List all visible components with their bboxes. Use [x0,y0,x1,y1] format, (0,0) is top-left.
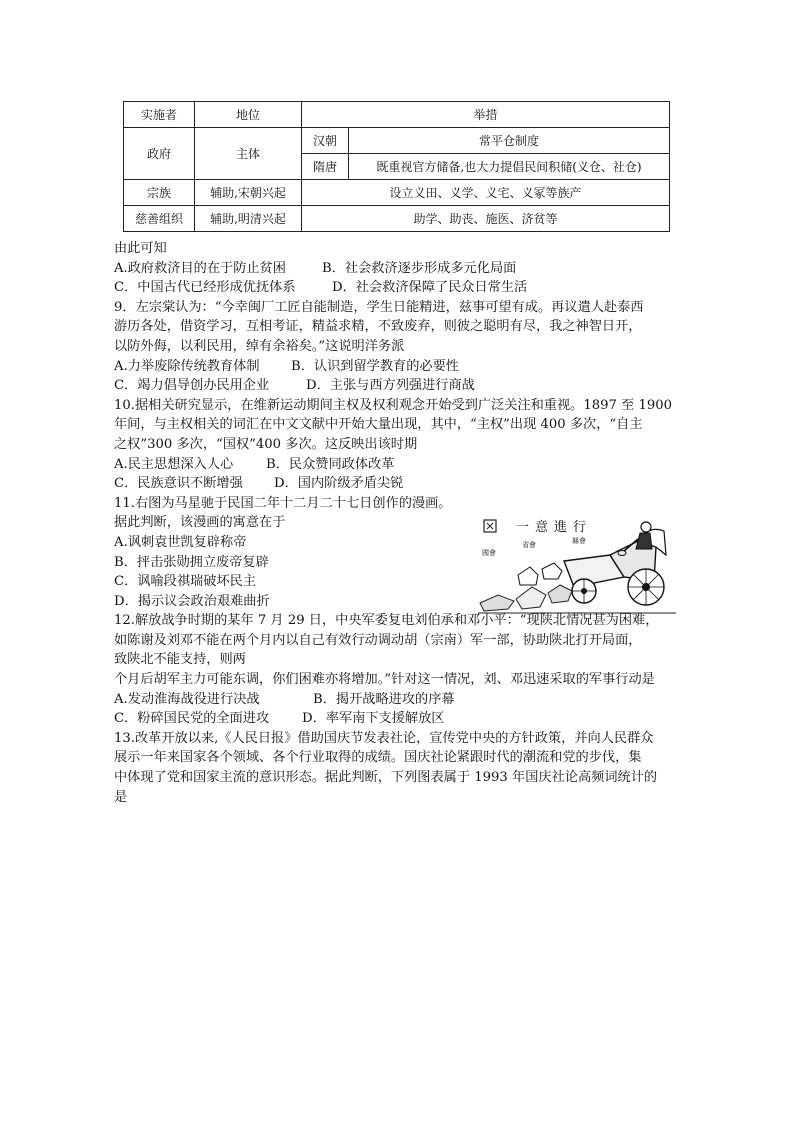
q8-options-row2 [114,278,684,298]
table-cell-status: 辅助,明清兴起 [195,206,302,232]
q8-option-b: B．社会救济逐步形成多元化局面 [322,260,517,276]
rock [516,587,546,609]
q13-stem-line: 展示一年来国家各个领域、各个行业取得的成绩。国庆社论紧跟时代的潮流和党的步伐，集 [114,750,642,766]
table-cell-actor: 政府 [124,128,195,180]
table-header-cell: 地位 [195,102,302,128]
q11-stem-line: 11.右图为马星驰于民国二年十二月二十七日创作的漫画。 [114,495,452,511]
table-cell-measure: 设立义田、义学、义宅、义冢等族产 [302,180,670,206]
table-header-cell: 举措 [302,102,670,128]
q10-option-d: D．国内阶级矛盾尖锐 [274,476,404,492]
q12-option-b: B．揭开战略进攻的序幕 [313,691,455,707]
measures-table-wrapper [123,101,669,232]
q9-option-c: C．竭力倡导创办民用企业 [114,378,270,394]
q9-stem-line: 以防外侮，以利民用，绰有余裕矣。”这说明洋务派 [114,338,405,354]
q9-option-d: D．主张与西方列强进行商战 [306,378,475,394]
q12-stem-line: 如陈谢及刘邓不能在两个月内以自己有效行动调动胡（宗南）军一部，协助陕北打开局面， [114,632,642,648]
q12-option-a: A.发动淮海战役进行决战 [114,691,260,707]
cartoon-drawing [478,515,676,615]
cartoon-title: 一意進行 [516,520,593,535]
q10-stem-line: 之权”300 多次，“国权”400 多次。这反映出该时期 [114,436,418,452]
q12-stem-line: 致陕北不能支持，则两 [114,652,246,668]
table-header-row [124,102,670,128]
q11-option-d: D．揭示议会政治艰难曲折 [114,593,270,609]
q11-option-c: C．讽喻段祺瑞破坏民主 [114,574,256,590]
table-cell-measure: 常平仓制度 [349,128,670,154]
table-cell-actor: 宗族 [124,180,195,206]
cartoon-label: 縣會 [572,537,586,545]
q8-option-d: D．社会救济保障了民众日常生活 [332,280,528,296]
q11-option-b: B．抨击张勋拥立废帝复辟 [114,554,269,570]
q11-option-a: A.讽刺袁世凯复辟称帝 [114,534,247,550]
q10-stem-line: 年间，与主权相关的词汇在中文文献中开始大量出现，其中，“主权”出现 400 多次，“自主 [114,417,643,433]
q10-option-c: C．民族意识不断增强 [114,476,243,492]
q8-option-a: A.政府救济目的在于防止贫困 [114,260,286,276]
rock [480,595,514,611]
table-row [124,128,670,154]
rock [548,585,572,603]
table-row [124,206,670,232]
seal-mark [487,523,493,529]
q12-option-c: C．粉碎国民党的全面进攻 [114,711,270,727]
crushed-building [542,563,562,579]
q10-option-a: A.民主思想深入人心 [114,456,234,472]
table-cell-dynasty: 汉朝 [302,128,349,154]
table-cell-status: 主体 [195,128,302,180]
q8-option-c: C．中国古代已经形成优抚体系 [114,280,296,296]
cartoon-label: 國會 [482,549,496,557]
q13-stem-line: 中体现了党和国家主流的意识形态。据此判断，下列图表属于 1993 年国庆社论高频词统计的 [114,770,658,786]
table-cell-status: 辅助,宋朝兴起 [195,180,302,206]
q9-option-a: A.力举废除传统教育体制 [114,358,260,374]
table-row [124,180,670,206]
q13-stem-line: 是 [114,789,128,805]
q11-stem-line: 据此判断，该漫画的寓意在于 [114,515,286,531]
q10-options-row1 [114,455,684,475]
q9-options-row2 [114,376,684,396]
q13-stem-line: 13.改革开放以来,《人民日报》借助国庆节发表社论，宣传党中央的方针政策，并向人民群众 [114,730,654,746]
q9-stem-line: 9．左宗棠认为：“今幸闽厂工匠自能制造，学生日能精进，兹事可望有成。再议遣人赴泰西 [114,299,644,315]
table-cell-dynasty: 隋唐 [302,154,349,180]
table-cell-measure: 助学、助丧、施医、济贫等 [302,206,670,232]
table-header-cell: 实施者 [124,102,195,128]
table-cell-measure: 既重视官方储备,也大力提倡民间积储(义仓、社仓) [349,154,670,180]
cartoon-label: 省會 [522,541,536,549]
q8-stem: 由此可知 [114,241,167,256]
driver-head [641,522,651,532]
wheel-spokes [628,569,664,605]
q9-option-b: B．认识到留学教育的必要性 [291,358,459,374]
crushed-building [518,567,538,585]
q12-stem-line: 12.解放战争时期的某年 7 月 29 日，中央军委复电刘伯承和邓小平：“现陕北情况甚为困难， [114,613,659,629]
q12-stem-line: 个月后胡军主力可能东调，你们困难亦将增加。”针对这一情况，刘、邓迅速采取的军事行动是 [114,672,655,688]
q8-options-row1 [114,259,684,279]
cartoon-illustration [478,515,676,615]
q10-stem-line: 10.据相关研究显示，在维新运动期间主权及权利观念开始受到广泛关注和重视。1897 至 1900 [114,397,673,413]
q12-options-row2 [114,709,684,729]
measures-table [123,101,670,232]
q10-options-row2 [114,474,684,494]
q12-option-d: D．率军南下支援解放区 [302,711,445,727]
driver-body [636,533,652,549]
q9-options-row1 [114,357,684,377]
table-cell-actor: 慈善组织 [124,206,195,232]
q12-options-row1 [114,690,684,710]
q10-option-b: B．民众赞同政体改革 [266,456,395,472]
q9-stem-line: 游历各处，借资学习，互相考证，精益求精，不致废弃，则彼之聪明有尽，我之神智日开， [114,319,642,335]
